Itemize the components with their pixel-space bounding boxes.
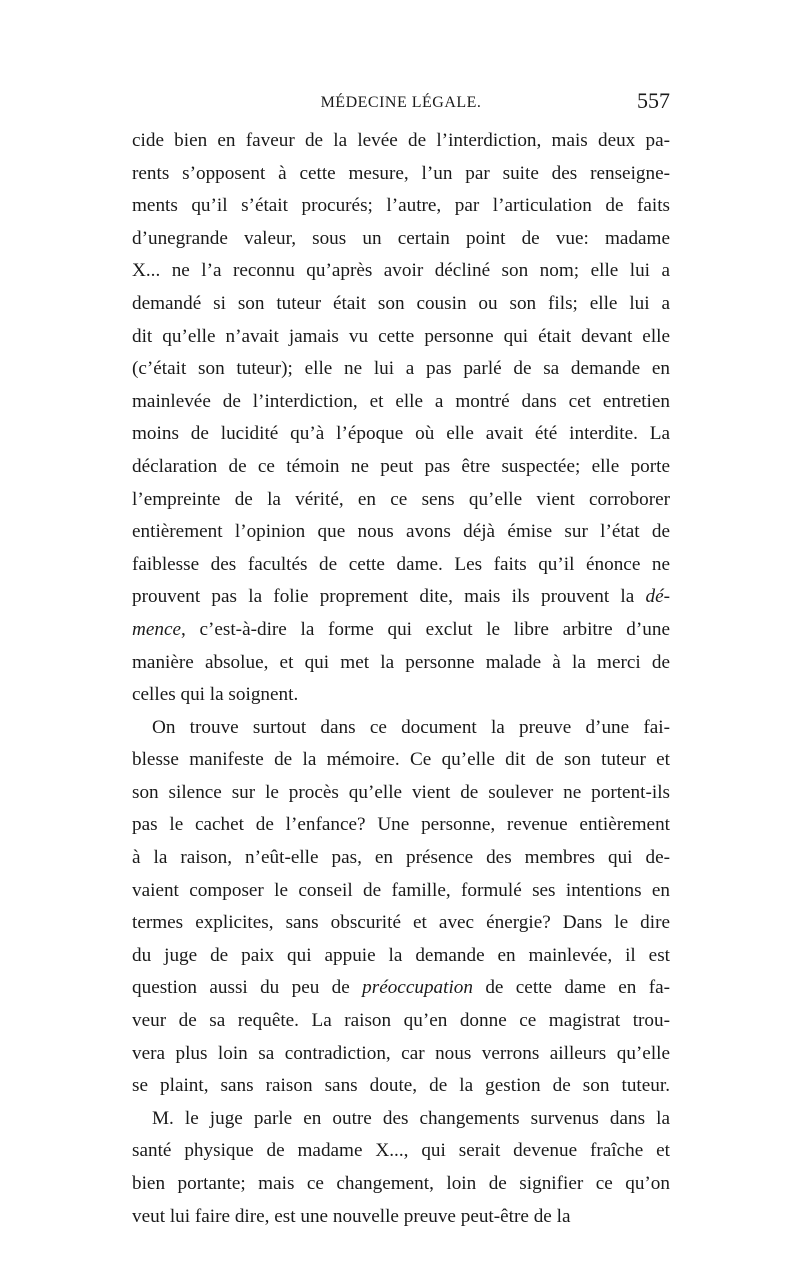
text-line: M. le juge parle en outre des changements survenus dans la: [152, 1107, 670, 1129]
italic-text: mence: [132, 618, 181, 640]
body-text: [132, 125, 670, 1233]
text-line: (c’était son tuteur); elle ne lui a pas parlé de sa demande en: [132, 358, 670, 380]
text-line: déclaration de ce témoin ne peut pas être suspectée; elle porte: [132, 455, 670, 477]
text-line: se plaint, sans raison sans doute, de la gestion de son tuteur.: [132, 1075, 670, 1097]
text-line: du juge de paix qui appuie la demande en mainlevée, il est: [132, 944, 670, 966]
text-line: dit qu’elle n’avait jamais vu cette personne qui était devant elle: [132, 325, 670, 347]
text-line: veut lui faire dire, est une nouvelle preuve peut-être de la: [132, 1205, 571, 1227]
running-title: MÉDECINE LÉGALE.: [320, 94, 482, 111]
text-line: mence, c’est-à-dire la forme qui exclut le libre arbitre d’une: [132, 618, 670, 640]
text-line: termes explicites, sans obscurité et avec énergie? Dans le dire: [132, 912, 670, 934]
text-line: d’unegrande valeur, sous un certain point de vue: madame: [132, 227, 670, 249]
text-line: manière absolue, et qui met la personne malade à la merci de: [132, 651, 670, 673]
text-line: blesse manifeste de la mémoire. Ce qu’elle dit de son tuteur et: [132, 749, 670, 771]
text-line: bien portante; mais ce changement, loin de signifier ce qu’on: [132, 1173, 670, 1194]
italic-text: préoccupation: [362, 977, 473, 999]
text-line: vaient composer le conseil de famille, formulé ses intentions en: [132, 879, 670, 901]
text-line: l’empreinte de la vérité, en ce sens qu’elle vient corroborer: [132, 488, 670, 510]
text-line: veur de sa requête. La raison qu’en donne ce magistrat trou-: [132, 1010, 670, 1032]
text-line: pas le cachet de l’enfance? Une personne, revenue entièrement: [132, 814, 670, 836]
text-line: X... ne l’a reconnu qu’après avoir décliné son nom; elle lui a: [132, 260, 670, 282]
page-number: 557: [637, 88, 670, 113]
text-line: moins de lucidité qu’à l’époque où elle avait été interdite. La: [132, 423, 670, 445]
text-line: santé physique de madame X..., qui serait devenue fraîche et: [132, 1140, 670, 1162]
running-head: [132, 88, 670, 118]
italic-text: dé-: [645, 586, 670, 608]
text-line: ments qu’il s’était procurés; l’autre, par l’articulation de faits: [132, 195, 670, 217]
text-line: celles qui la soignent.: [132, 684, 299, 706]
text-line: son silence sur le procès qu’elle vient de soulever ne portent-ils: [132, 781, 670, 803]
text-line: faiblesse des facultés de cette dame. Les faits qu’il énonce ne: [132, 553, 670, 575]
text-line: question aussi du peu de préoccupation de cette dame en fa-: [132, 977, 670, 999]
text-line: vera plus loin sa contradiction, car nous verrons ailleurs qu’elle: [132, 1042, 670, 1064]
text-line: prouvent pas la folie proprement dite, mais ils prouvent la dé-: [132, 586, 670, 608]
text-line: demandé si son tuteur était son cousin ou son fils; elle lui a: [132, 292, 670, 314]
text-line: rents s’opposent à cette mesure, l’un par suite des renseigne-: [132, 162, 670, 184]
text-line: On trouve surtout dans ce document la preuve d’une fai-: [152, 716, 670, 738]
text-line: à la raison, n’eût-elle pas, en présence des membres qui de-: [132, 847, 670, 869]
text-line: entièrement l’opinion que nous avons déjà émise sur l’état de: [132, 521, 670, 543]
text-line: cide bien en faveur de la levée de l’interdiction, mais deux pa-: [132, 130, 670, 151]
text-line: mainlevée de l’interdiction, et elle a montré dans cet entretien: [132, 390, 670, 412]
